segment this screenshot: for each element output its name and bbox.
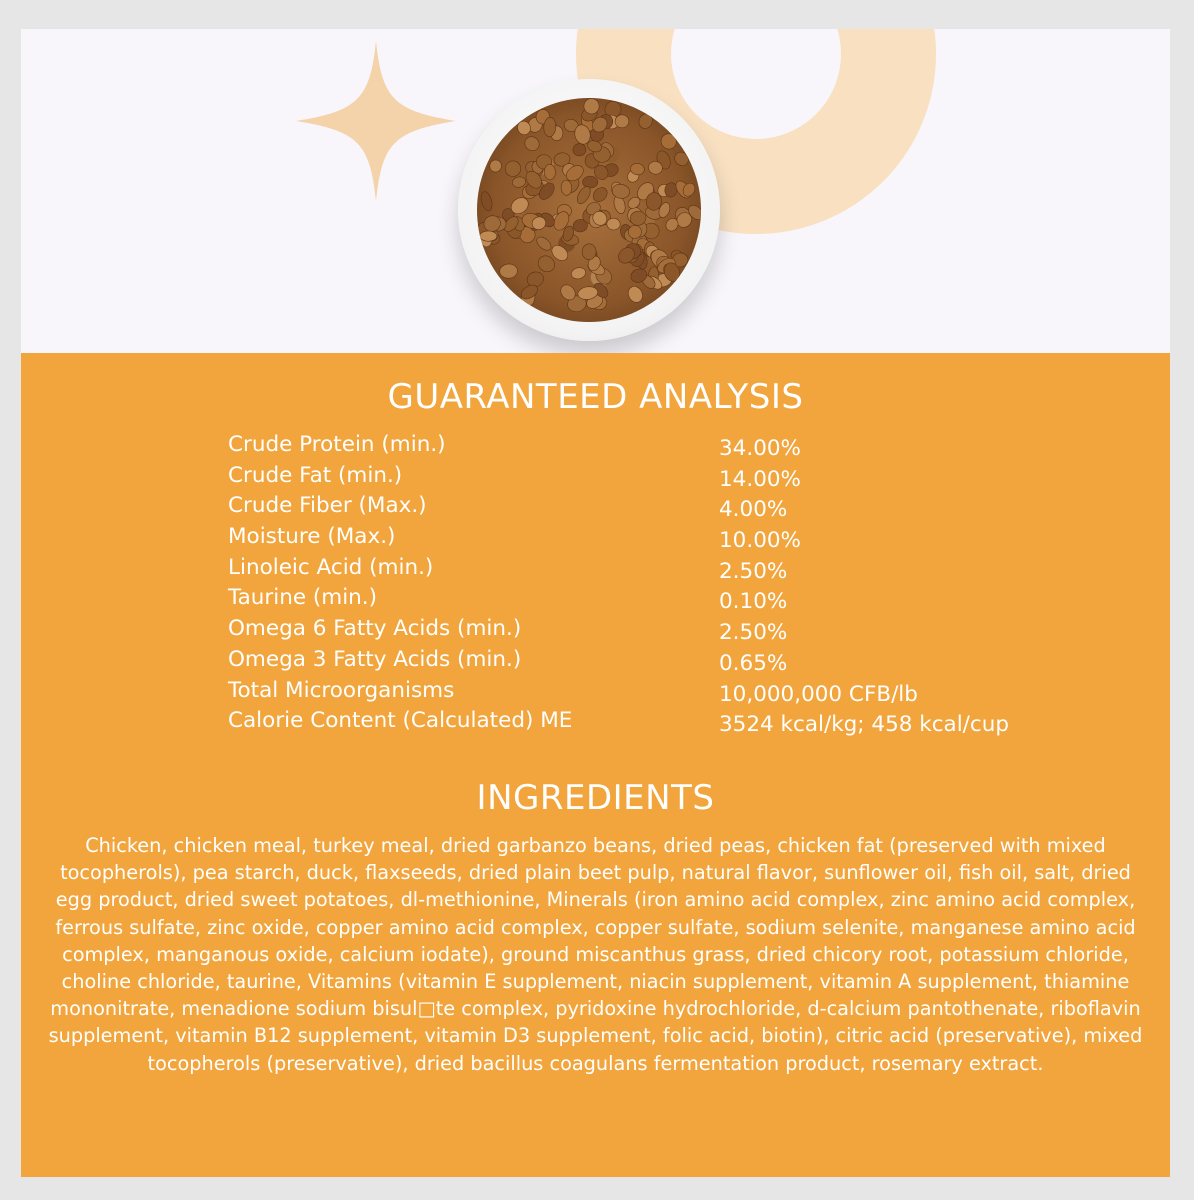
kibble-piece (502, 158, 523, 179)
analysis-label: Moisture (Max.) (228, 524, 396, 550)
analysis-row (228, 676, 1128, 707)
product-card (21, 29, 1170, 1177)
kibble-piece (544, 164, 556, 180)
analysis-label: Taurine (min.) (228, 585, 378, 611)
analysis-row (228, 583, 1128, 614)
kibble-piece (534, 234, 553, 253)
analysis-label: Linoleic Acid (min.) (228, 554, 434, 580)
analysis-label: Omega 3 Fatty Acids (min.) (228, 646, 522, 672)
guaranteed-analysis-table (228, 430, 1128, 737)
food-bowl-image (458, 79, 720, 341)
analysis-value: 34.00% (719, 436, 801, 461)
analysis-label: Crude Fiber (Max.) (228, 493, 427, 519)
analysis-row (228, 614, 1128, 645)
kibble-piece (658, 131, 679, 152)
kibble-piece (570, 266, 587, 280)
ingredients-title: INGREDIENTS (476, 778, 715, 818)
hero-section (21, 29, 1170, 353)
analysis-row (228, 522, 1128, 553)
analysis-value: 14.00% (719, 466, 801, 492)
analysis-label: Crude Protein (min.) (228, 432, 446, 457)
kibble-piece (511, 176, 526, 189)
ingredients-text: Chicken, chicken meal, turkey meal, dried garbanzo beans, dried peas, chicken fat (preserved with mixed tocopherols), pea starch, duck, flaxseeds, dried plain beet pulp, natural flavor, sunflower oil, fish oil, salt, dried egg product, dried sweet potatoes, dl-methionine, Minerals (iron amino acid complex, zinc amino acid complex, ferrous sulfate, zinc oxide, copper amino acid complex, copper sulfate, sodium selenite, manganese amino acid complex, manganous oxide, calcium iodate), ground miscanthus grass, dried chicory root, potassium chloride, choline chloride, taurine, Vitamins (vitamin E supplement, niacin supplement, vitamin A supplement, thiamine mononitrate, menadione sodium bisul□te complex, pyridoxine hydrochloride, d-calcium pantothenate, riboflavin supplement, vitamin B12 supplement, vitamin D3 supplement, folic acid, biotin), citric acid (preservative), mixed tocopherols (preservative), dried bacillus coagulans fermentation product, rosemary extract. (48, 834, 1143, 1075)
analysis-label: Omega 6 Fatty Acids (min.) (228, 616, 522, 642)
analysis-label: Calorie Content (Calculated) ME (228, 708, 573, 734)
guaranteed-analysis-title: GUARANTEED ANALYSIS (387, 377, 804, 417)
kibble-piece (583, 176, 598, 188)
kibble-piece (637, 112, 655, 131)
analysis-label: Crude Fat (min.) (228, 462, 403, 488)
analysis-row (228, 461, 1128, 492)
kibble-piece (625, 284, 645, 305)
analysis-value: 0.10% (719, 589, 788, 615)
kibble-piece (572, 143, 587, 157)
analysis-value: 3524 kcal/kg; 458 kcal/cup (719, 712, 1010, 738)
analysis-label: Total Microorganisms (228, 677, 455, 703)
analysis-value: 10.00% (719, 528, 801, 554)
analysis-value: 4.00% (719, 497, 788, 523)
kibble-piece (480, 231, 497, 242)
analysis-row (228, 430, 1128, 461)
kibble (477, 98, 701, 322)
kibble-piece (615, 115, 629, 128)
analysis-row (228, 553, 1128, 584)
kibble-piece (479, 190, 494, 212)
kibble-piece (488, 158, 503, 174)
analysis-row (228, 706, 1128, 737)
info-panel (21, 353, 1170, 1177)
kibble-piece (522, 134, 542, 154)
analysis-row (228, 491, 1128, 522)
analysis-value: 2.50% (719, 620, 788, 646)
analysis-value: 0.65% (719, 650, 788, 676)
analysis-value: 2.50% (719, 558, 788, 584)
kibble-piece (628, 225, 642, 238)
analysis-row (228, 645, 1128, 676)
kibble-piece (499, 263, 518, 278)
analysis-value: 10,000,000 CFB/lb (719, 681, 918, 707)
kibble-piece (672, 149, 691, 168)
